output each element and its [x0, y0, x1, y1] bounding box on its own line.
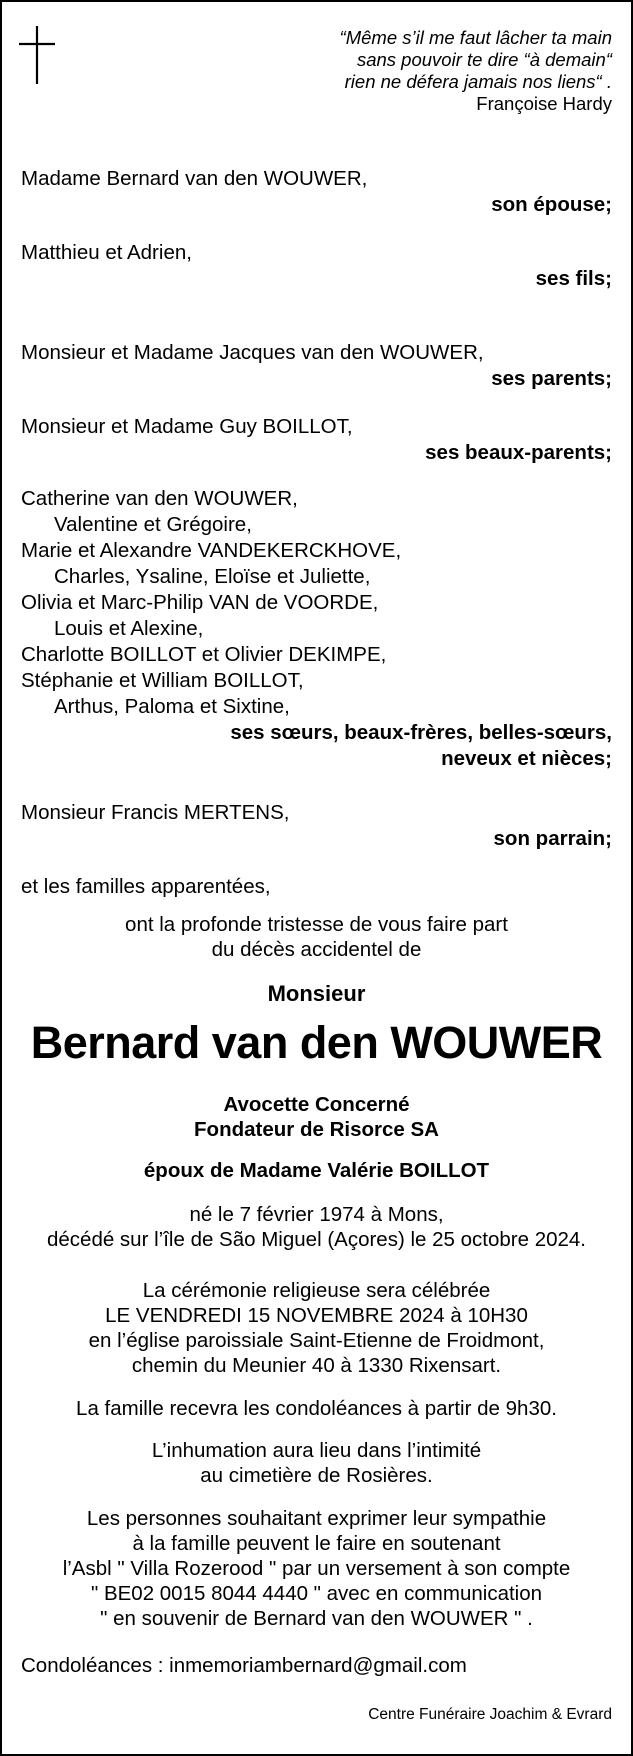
family-name: Madame Bernard van den WOUWER, [21, 167, 368, 190]
family-parents [21, 340, 612, 392]
family-name: Stéphanie et William BOILLOT, [21, 669, 304, 692]
ceremony-info [21, 1278, 612, 1378]
donation-line: " en souvenir de Bernard van den WOUWER " . [100, 1607, 533, 1630]
quote-line: rien ne défera jamais nos liens“ . [344, 71, 612, 92]
family-relation: ses sœurs, beaux-frères, belles-sœurs, [230, 721, 612, 744]
ceremony-line: chemin du Meunier 40 à 1330 Rixensart. [131, 1354, 502, 1377]
burial-line: L’inhumation aura lieu dans l’intimité [151, 1439, 482, 1462]
family-relation: son parrain; [493, 827, 612, 850]
quote-line: “Même s’il me faut lâcher ta main [339, 27, 612, 48]
donation-line: l’Asbl " Villa Rozerood " par un versement à son compte [62, 1557, 571, 1580]
donation-info [21, 1506, 612, 1631]
family-others [21, 874, 612, 900]
burial-info [21, 1438, 612, 1488]
cross-icon [19, 26, 55, 84]
family-name: Arthus, Paloma et Sixtine, [54, 695, 290, 718]
family-relation: ses parents; [491, 367, 612, 390]
family-godfather [21, 800, 612, 852]
family-name: Matthieu et Adrien, [21, 241, 192, 264]
quote-author: Françoise Hardy [476, 93, 612, 114]
family-relation: neveux et nièces; [441, 747, 612, 770]
birth-line: né le 7 février 1974 à Mons, [189, 1203, 444, 1226]
ceremony-line: LE VENDREDI 15 NOVEMBRE 2024 à 10H30 [105, 1304, 528, 1327]
donation-line: " BE02 0015 8044 4440 " avec en communication [90, 1582, 543, 1605]
family-name: Louis et Alexine, [54, 617, 204, 640]
family-name: Charles, Ysaline, Eloïse et Juliette, [54, 565, 371, 588]
family-relation: son épouse; [491, 193, 612, 216]
deceased-title: Monsieur [267, 981, 366, 1006]
announcement [21, 912, 612, 962]
donation-line: Les personnes souhaitant exprimer leur sympathie [86, 1507, 547, 1530]
ceremony-line: La cérémonie religieuse sera célébrée [142, 1279, 491, 1302]
deceased-role: Avocette Concerné [223, 1093, 410, 1116]
condolences-email: Condoléances : inmemoriambernard@gmail.com [21, 1654, 467, 1677]
death-line: décédé sur l’île de São Miguel (Açores) le 25 octobre 2024. [46, 1228, 586, 1251]
family-spouse [21, 166, 612, 218]
quote-line: sans pouvoir te dire “à demain“ [356, 49, 612, 70]
family-name: Charlotte BOILLOT et Olivier DEKIMPE, [21, 643, 387, 666]
deceased-roles [21, 1092, 612, 1142]
family-siblings [21, 486, 612, 772]
deceased-role: Fondateur de Risorce SA [194, 1118, 439, 1141]
ceremony-line: en l’église paroissiale Saint-Etienne de Froidmont, [88, 1329, 545, 1352]
family-name: Monsieur et Madame Jacques van den WOUWER, [21, 341, 484, 364]
family-sons [21, 240, 612, 292]
burial-line: au cimetière de Rosières. [200, 1464, 433, 1487]
funeral-home: Centre Funéraire Joachim & Evrard [368, 1706, 612, 1723]
announcement-line: du décès accidentel de [211, 938, 422, 961]
announcement-line: ont la profonde tristesse de vous faire part [125, 913, 508, 936]
family-name: Valentine et Grégoire, [54, 513, 252, 536]
family-in-laws [21, 414, 612, 466]
family-name: et les familles apparentées, [21, 875, 271, 898]
donation-line: à la famille peuvent le faire en soutenant [132, 1532, 501, 1555]
family-name: Catherine van den WOUWER, [21, 487, 298, 510]
quote-block [272, 27, 612, 115]
family-name: Monsieur et Madame Guy BOILLOT, [21, 415, 353, 438]
deceased-name: Bernard van den WOUWER [30, 1017, 603, 1068]
condolences-time: La famille recevra les condoléances à partir de 9h30. [76, 1397, 557, 1420]
family-relation: ses fils; [535, 267, 612, 290]
family-relation: ses beaux-parents; [425, 441, 612, 464]
family-name: Monsieur Francis MERTENS, [21, 801, 290, 824]
birth-death [21, 1202, 612, 1252]
family-name: Marie et Alexandre VANDEKERCKHOVE, [21, 539, 402, 562]
deceased-spouse: époux de Madame Valérie BOILLOT [143, 1159, 490, 1182]
family-name: Olivia et Marc-Philip VAN de VOORDE, [21, 591, 379, 614]
